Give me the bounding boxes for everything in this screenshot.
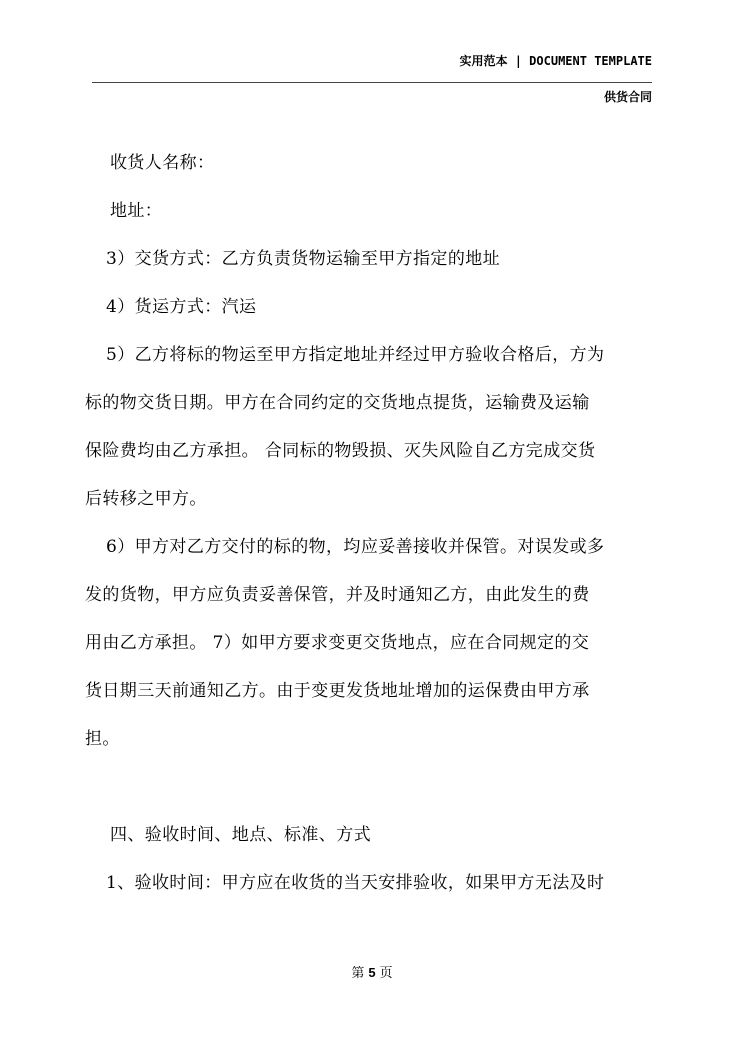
text-line-inspection-time: 1、验收时间：甲方应在收货的当天安排验收，如果甲方无法及时 (106, 873, 605, 893)
text-line-delivery-method: 3）交货方式：乙方负责货物运输至甲方指定的地址 (106, 249, 501, 269)
text-line-clause-6-1: 6）甲方对乙方交付的标的物，均应妥善接收并保管。对误发或多 (106, 537, 605, 557)
text-line-clause-5-4: 后转移之甲方。 (85, 489, 207, 509)
text-line-clause-6-2: 发的货物，甲方应负责妥善保管，并及时通知乙方，由此发生的费 (85, 585, 590, 605)
text-line-address: 地址： (110, 201, 163, 221)
text-line-clause-5-3: 保险费均由乙方承担。 合同标的物毁损、灭失风险自乙方完成交货 (85, 441, 596, 461)
page-footer (0, 962, 744, 981)
text-line-consignee: 收货人名称： (110, 153, 215, 173)
page-prefix: 第 (351, 966, 365, 981)
text-line-clause-6-3: 用由乙方承担。 7）如甲方要求变更交货地点，应在合同规定的交 (85, 633, 590, 653)
text-line-clause-7-2: 担。 (85, 729, 120, 749)
text-line-clause-5-1: 5）乙方将标的物运至甲方指定地址并经过甲方验收合格后，方为 (106, 345, 605, 365)
header-subtitle: 供货合同 (603, 90, 652, 104)
text-line-transport-method: 4）货运方式：汽运 (106, 297, 257, 317)
page-number: 5 (368, 965, 376, 980)
page-suffix: 页 (379, 966, 393, 981)
header-divider (92, 82, 652, 83)
text-line-clause-5-2: 标的物交货日期。甲方在合同约定的交货地点提货，运输费及运输 (85, 393, 590, 413)
text-line-clause-7-1: 货日期三天前通知乙方。由于变更发货地址增加的运保费由甲方承 (85, 681, 590, 701)
header-title: 实用范本 | DOCUMENT TEMPLATE (459, 54, 652, 68)
section-heading-inspection: 四、验收时间、地点、标准、方式 (110, 825, 371, 845)
